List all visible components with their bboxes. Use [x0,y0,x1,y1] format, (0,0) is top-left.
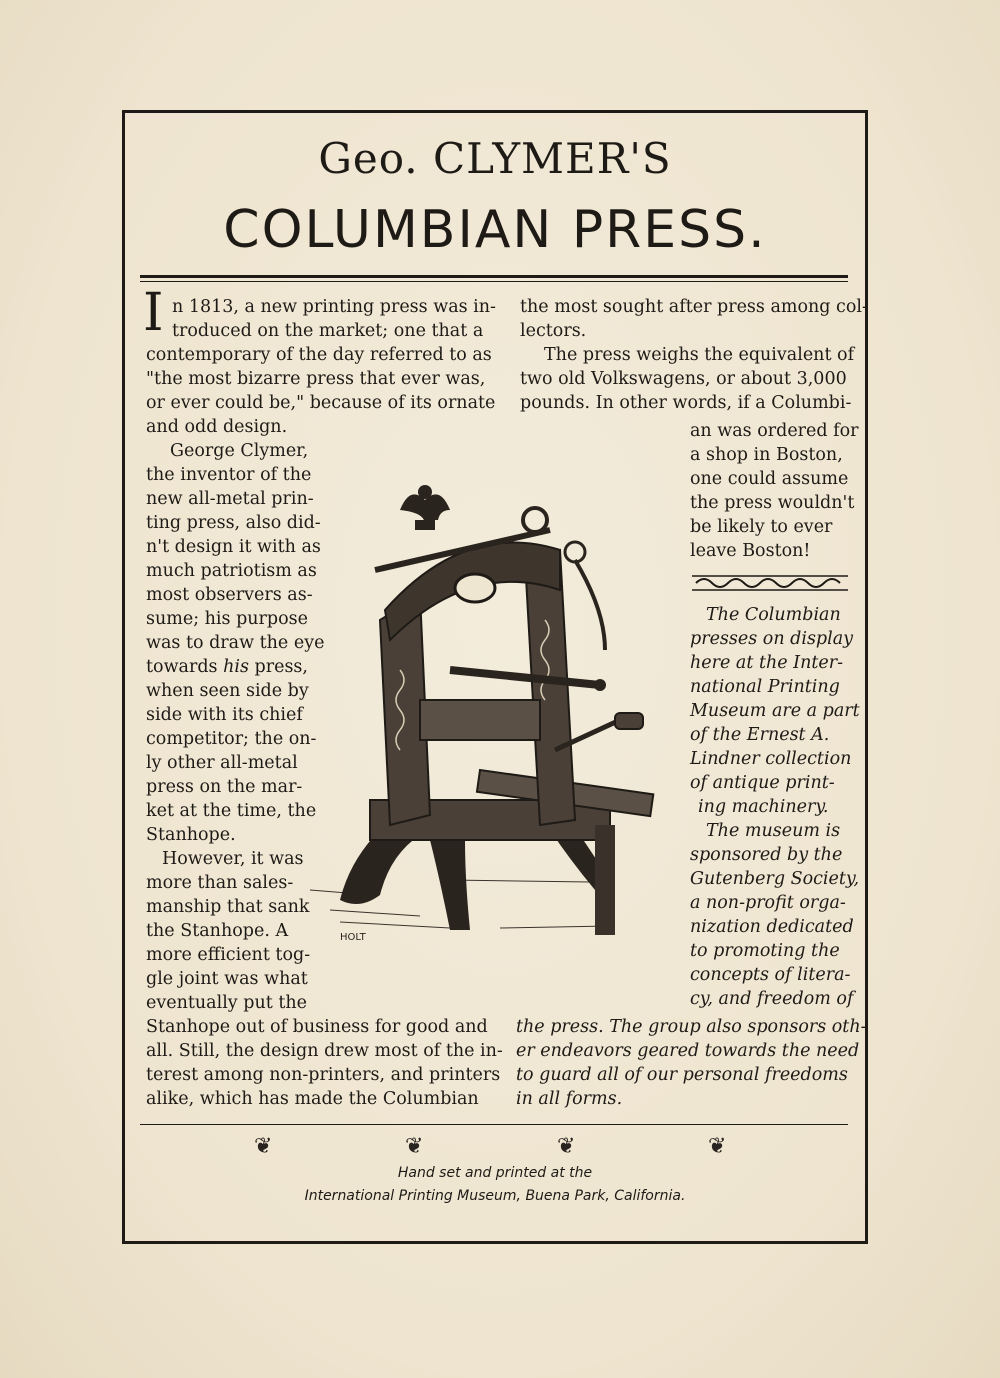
body-line: terest among non-printers, and printers [146,1065,501,1085]
body-line: in all forms. [516,1089,623,1109]
emphasis: his [223,657,249,677]
body-line: or ever could be," because of its ornate [146,393,496,413]
columbian-press-illustration [300,470,680,960]
body-line: much patriotism as [146,561,317,581]
body-line: lectors. [520,321,587,341]
body-line: Stanhope out of business for good and [146,1017,488,1037]
body-line: The museum is [706,821,841,841]
body-line: the press wouldn't [690,493,855,513]
body-line: sponsored by the [690,845,843,865]
body-line: George Clymer, [170,441,309,461]
body-line: two old Volkswagens, or about 3,000 [520,369,847,389]
body-line: nization dedicated [690,917,854,937]
body-line: gle joint was what [146,969,308,989]
footer-line-1: Hand set and printed at the [397,1165,593,1181]
body-line: eventually put the [146,993,307,1013]
press-platen [420,700,540,740]
body-line: more than sales- [146,873,294,893]
fleuron-icon: ❦ [254,1134,273,1159]
body-line: to guard all of our personal freedoms [516,1065,848,1085]
ornamental-divider [690,573,850,593]
body-line: alike, which has made the Columbian [146,1089,479,1109]
title-line-2: COLUMBIAN PRESS. [223,200,767,260]
body-line: of the Ernest A. [690,725,830,745]
body-line: to promoting the [690,941,840,961]
body-line: "the most bizarre press that ever was, [146,369,486,389]
body-line: side with its chief [146,705,303,725]
body-line: n't design it with as [146,537,321,557]
body-line: cy, and freedom of [690,989,854,1009]
body-line: all. Still, the design drew most of the in- [146,1041,503,1061]
body-line: pounds. In other words, if a Columbi- [520,393,852,413]
body-line: be likely to ever [690,517,833,537]
fleuron-icon: ❦ [557,1134,576,1159]
rounce-handle [615,713,643,729]
body-line: ket at the time, the [146,801,317,821]
footer-rule [140,1124,848,1125]
body-line: Stanhope. [146,825,236,845]
body-line: here at the Inter- [690,653,844,673]
body-line: towards his press, [146,657,308,677]
body-line: and odd design. [146,417,288,437]
body-line: most observers as- [146,585,313,605]
title-rule [140,275,848,278]
body-line: Gutenberg Society, [690,869,860,889]
body-line: of antique print- [690,773,835,793]
fleuron-icon: ❦ [405,1134,424,1159]
body-line: a non-profit orga- [690,893,846,913]
body-line: the most sought after press among col- [520,297,868,317]
engraver-signature: HOLT [340,932,366,943]
body-line: a shop in Boston, [690,445,843,465]
body-line: ing machinery. [698,797,829,817]
body-line: The press weighs the equivalent of [544,345,855,365]
body-line: n 1813, a new printing press was in- [172,297,496,317]
body-line: when seen side by [146,681,309,701]
body-line: ly other all-metal [146,753,298,773]
body-line: leave Boston! [690,541,811,561]
drop-cap: I [143,283,164,343]
body-line: presses on display [690,629,854,649]
body-line: er endeavors geared towards the need [516,1041,860,1061]
body-line: concepts of litera- [690,965,851,985]
body-line: ting press, also did- [146,513,321,533]
eagle-ornament [400,485,450,530]
body-line: However, it was [162,849,304,869]
body-line: Museum are a part [690,701,860,721]
title-line-1: Geo. CLYMER'S [318,134,672,183]
body-line: the Stanhope. A [146,921,289,941]
body-line: new all-metal prin- [146,489,314,509]
body-line: the inventor of the [146,465,312,485]
body-line: an was ordered for [690,421,859,441]
title-rule-thin [140,281,848,282]
fleuron-icon: ❦ [708,1134,727,1159]
body-line: The Columbian [706,605,841,625]
body-line: national Printing [690,677,840,697]
body-line: competitor; the on- [146,729,317,749]
body-line: manship that sank [146,897,310,917]
body-line: Lindner collection [690,749,852,769]
press-bar [450,670,600,685]
body-line: sume; his purpose [146,609,308,629]
body-line: the press. The group also sponsors oth- [516,1017,867,1037]
press-leg-left [340,830,420,904]
body-line: was to draw the eye [146,633,325,653]
press-leg-front [430,840,470,930]
footer-line-2: International Printing Museum, Buena Park, California. [304,1188,686,1204]
body-line: more efficient tog- [146,945,311,965]
body-line: contemporary of the day referred to as [146,345,492,365]
body-line: one could assume [690,469,849,489]
body-line: troduced on the market; one that a [172,321,484,341]
body-line: press on the mar- [146,777,303,797]
